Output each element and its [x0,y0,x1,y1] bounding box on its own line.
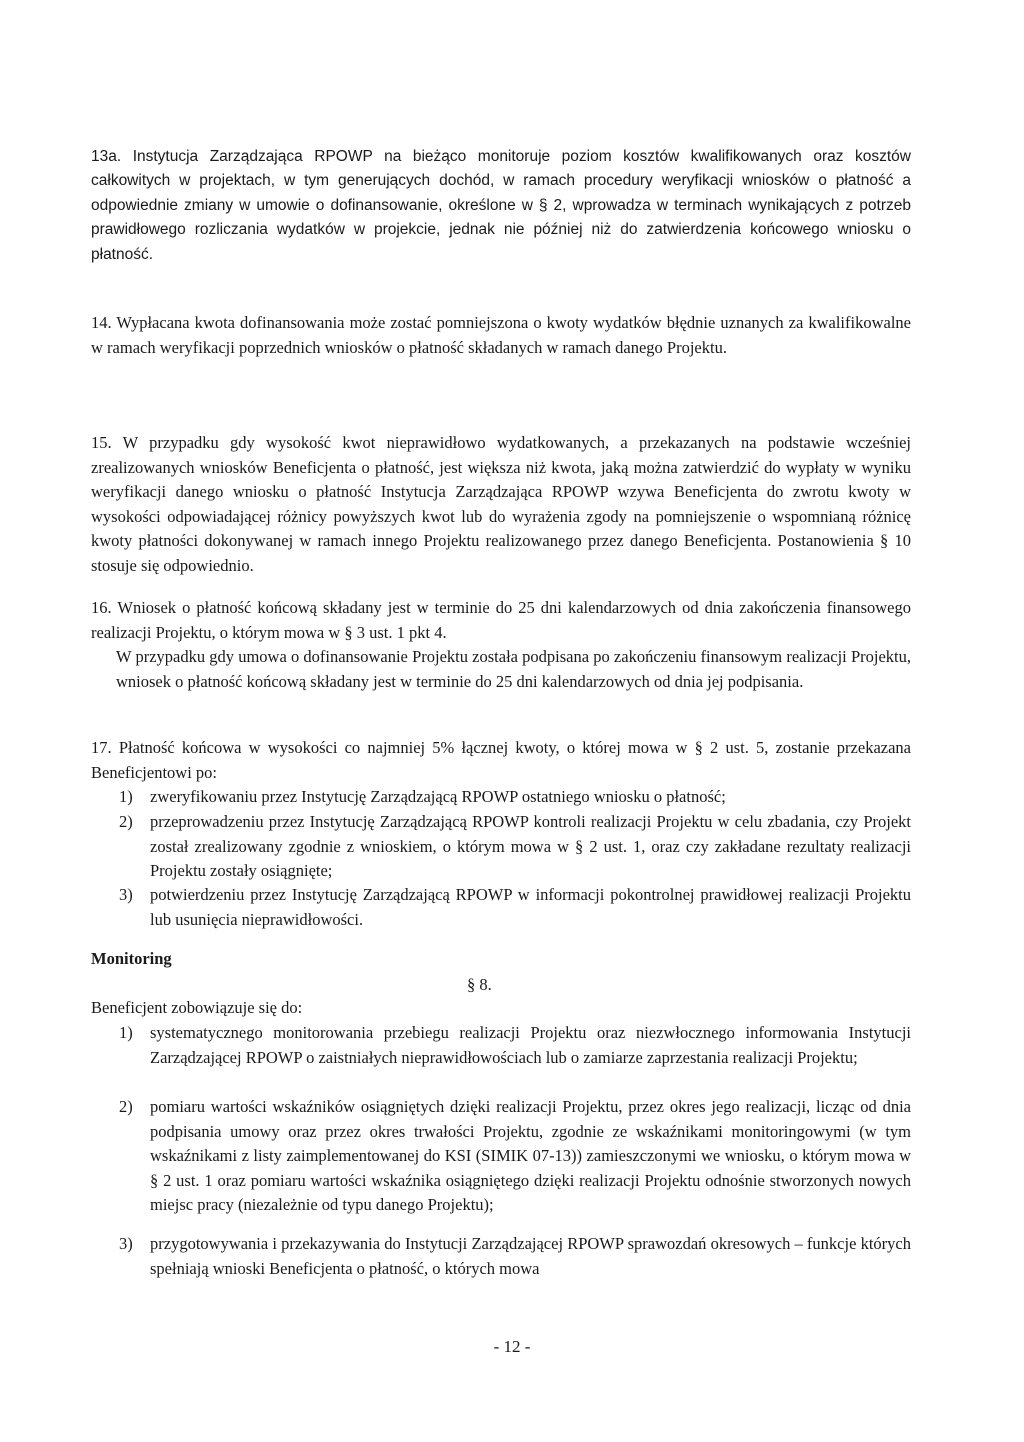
paragraph-text: Wypłacana kwota dofinansowania może zostać pomniejszona o kwoty wydatków błędnie uznanych za kwalifikowalne w ramach weryfikacji poprzednich wniosków o płatność składanych w ramach danego Projektu. [91,313,911,357]
section-intro: Beneficjent zobowiązuje się do: [91,998,303,1017]
paragraph-text: W przypadku gdy wysokość kwot nieprawidłowo wydatkowanych, a przekazanych na podstawie wcześniej zrealizowanych wniosków Beneficjenta o płatność, jest większa niż kwota, jaką można zatwierdzić do wypłaty w wyniku weryfikacji danego wniosku o płatność Instytucja Zarządzająca RPOWP wzywa Beneficjenta do zwrotu kwoty w wysokości odpowiadającej różnicy powyższych kwot lub do wyrażenia zgody na pomniejszenie o wspomnianą różnicę kwoty płatności dokonywanej w ramach innego Projektu realizowanego przez danego Beneficjenta. Postanowienia § 10 stosuje się odpowiednio. [91,433,911,575]
list-item [150,810,911,884]
list-item-number: 1) [119,1023,133,1042]
list-item [150,1021,911,1070]
list-item-text: zweryfikowaniu przez Instytucję Zarządzającą RPOWP ostatniego wniosku o płatność; [150,787,726,806]
list-item-text: przeprowadzeniu przez Instytucję Zarządzającą RPOWP kontroli realizacji Projektu w celu zbadania, czy Projekt został zrealizowany zgodnie z wnioskiem, o którym mowa w § 2 ust. 1, oraz czy zakładane rezultaty realizacji Projektu zostały osiągnięte; [150,812,911,881]
paragraph-number: 15. [91,433,112,452]
list-item-number: 2) [119,812,133,831]
list-item-number: 3) [119,885,133,904]
paragraph-text: W przypadku gdy umowa o dofinansowanie Projektu została podpisana po zakończeniu finansowym realizacji Projektu, wniosek o płatność końcową składany jest w terminie do 25 dni kalendarzowych od dnia jej podpisania. [116,647,911,691]
paragraph-16-continuation [116,645,911,694]
list-item [150,1095,911,1218]
list-item-number: 3) [119,1234,133,1253]
paragraph-number: 14. [91,313,112,332]
list-item [150,785,911,810]
paragraph-17 [91,736,911,785]
paragraph-number: 16. [91,598,112,617]
list-item [150,883,911,932]
list-item-text: przygotowywania i przekazywania do Instytucji Zarządzającej RPOWP sprawozdań okresowych – funkcje których spełniają wnioski Beneficjenta o płatność, o których mowa [150,1234,911,1278]
list-item-number: 1) [119,787,133,806]
list-item-text: systematycznego monitorowania przebiegu realizacji Projektu oraz niezwłocznego informowania Instytucji Zarządzającej RPOWP o zaistniałych nieprawidłowościach lub o zamiarze zaprzestania realizacji Projektu; [150,1023,911,1067]
list-item-text: pomiaru wartości wskaźników osiągniętych dzięki realizacji Projektu, przez okres jego realizacji, licząc od dnia podpisania umowy oraz przez okres trwałości Projektu, zgodnie ze wskaźnikami monitoringowymi (w tym wskaźnikami z listy zaimplementowanej do KSI (SIMIK 07-13)) zamieszczonymi we wniosku, o którym mowa w § 2 ust. 1 oraz pomiaru wartości wskaźnika osiągniętego dzięki realizacji Projektu odnośnie stworzonych nowych miejsc pracy (niezależnie od typu danego Projektu); [150,1097,911,1215]
page-number: - 12 - [493,1337,531,1356]
paragraph-13a [91,145,911,267]
paragraph-number: 17. [91,738,112,757]
section-number: § 8. [467,975,492,994]
paragraph-text: Instytucja Zarządzająca RPOWP na bieżąco monitoruje poziom kosztów kwalifikowanych oraz kosztów całkowitych w projektach, w tym generujących dochód, w ramach procedury weryfikacji wniosków o płatność a odpowiednie zmiany w umowie o dofinansowanie, określone w § 2, wprowadza w terminach wynikających z potrzeb prawidłowego rozliczania wydatków w projekcie, jednak nie później niż do zatwierdzenia końcowego wniosku o płatność. [91,148,911,263]
list-item-number: 2) [119,1097,133,1116]
paragraph-16 [91,596,911,645]
list-item [150,1232,911,1281]
section-heading: Monitoring [91,949,172,968]
paragraph-number: 13a. [91,148,122,165]
paragraph-text: Płatność końcowa w wysokości co najmniej 5% łącznej kwoty, o której mowa w § 2 ust. 5, zostanie przekazana Beneficjentowi po: [91,738,911,782]
paragraph-text: Wniosek o płatność końcową składany jest w terminie do 25 dni kalendarzowych od dnia zakończenia finansowego realizacji Projektu, o którym mowa w § 3 ust. 1 pkt 4. [91,598,912,642]
paragraph-14 [91,311,911,360]
list-item-text: potwierdzeniu przez Instytucję Zarządzającą RPOWP w informacji pokontrolnej prawidłowej realizacji Projektu lub usunięcia nieprawidłowości. [150,885,911,929]
paragraph-15 [91,431,911,579]
